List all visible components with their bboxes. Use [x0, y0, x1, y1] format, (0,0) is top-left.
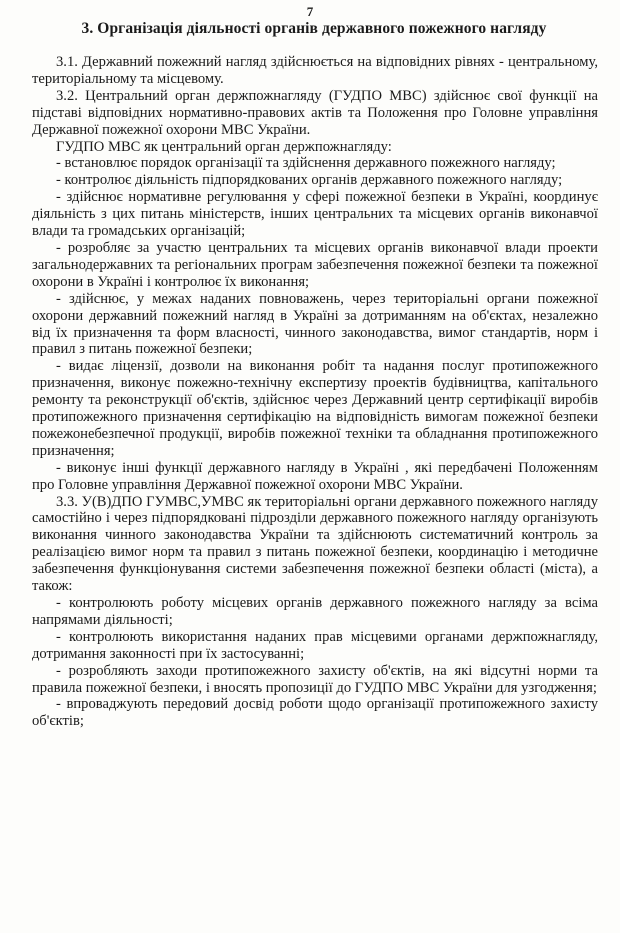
- list-item: - впроваджують передовий досвід роботи щодо організації протипожежного захисту об'єктів;: [32, 696, 598, 730]
- list-item: - виконує інші функції державного нагляду в Україні , які передбачені Положенням про Головне управління Державної пожежної охорони МВС України.: [32, 459, 598, 493]
- paragraph-intro: ГУДПО МВС як центральний орган держпожнагляду:: [56, 138, 392, 155]
- list-item: - здійснює, у межах наданих повноважень, через територіальні органи пожежної охорони державний пожежний нагляд в Україні за дотриманням на об'єктах, незалежно від їх призначення та форм власності, чинного законодавства, вимог стандартів, норм і правил з питань пожежної безпеки;: [32, 290, 598, 358]
- list-item: - контролює діяльність підпорядкованих органів державного пожежного нагляду;: [56, 172, 563, 189]
- paragraph-3-1: 3.1. Державний пожежний нагляд здійснюється на відповідних рівнях - центральному, територіальному та місцевому.: [32, 54, 598, 87]
- list-item: - видає ліцензії, дозволи на виконання робіт та надання послуг протипожежного призначення, виконує пожежно-технічну експертизу проектів будівництва, капітального ремонту та реконструкції об'єктів, здійснює через Державний центр сертифікації виробів протипожежного призначення сертифікацію на відповідність вимогам пожежної безпеки пожежонебезпечної продукції, виробів пожежної техніки та обладнання протипожежного призначення;: [32, 358, 598, 459]
- list-item: - контролюють використання наданих прав місцевими органами держпожнагляду, дотримання законності при їх застосуванні;: [32, 628, 598, 662]
- list-item: - розробляють заходи протипожежного захисту об'єктів, на які відсутні норми та правила пожежної безпеки, і вносять пропозиції до ГУДПО МВС України для узгодження;: [32, 662, 598, 696]
- list-item: - встановлює порядок організації та здійснення державного пожежного нагляду;: [56, 155, 556, 172]
- document-body: [32, 54, 598, 730]
- paragraph-3-2: 3.2. Центральний орган держпожнагляду (ГУДПО МВС) здійснює свої функції на підставі відповідних нормативно-правових актів та Положення про Головне управління Державної пожежної охорони МВС України.: [32, 87, 598, 138]
- page-number: 7: [306, 4, 314, 19]
- section-title: 3. Організація діяльності органів державного пожежного нагляду: [81, 20, 547, 37]
- list-item: - розробляє за участю центральних та місцевих органів виконавчої влади проекти загальнодержавних та регіональних програм забезпечення пожежної безпеки та пожежної охорони в Україні і контролює їх виконання;: [32, 239, 598, 290]
- list-item: - здійснює нормативне регулювання у сфері пожежної безпеки в Україні, координує діяльність з цих питань міністерств, інших центральних та місцевих органів виконавчої влади та громадських організацій;: [32, 189, 598, 240]
- paragraph-3-3: 3.3. У(В)ДПО ГУМВС,УМВС як територіальні органи державного пожежного нагляду самостійно і через підпорядковані підрозділи державного пожежного нагляду організують виконання чинного законодавства України та здійснюють систематичний контроль за реалізацією вимог норм та правил з питань пожежної безпеки, координацію і методичне забезпечення функціонування системи забезпечення пожежної безпеки області (міста), а також:: [32, 493, 598, 595]
- list-item: - контролюють роботу місцевих органів державного пожежного нагляду за всіма напрямами діяльності;: [32, 595, 598, 628]
